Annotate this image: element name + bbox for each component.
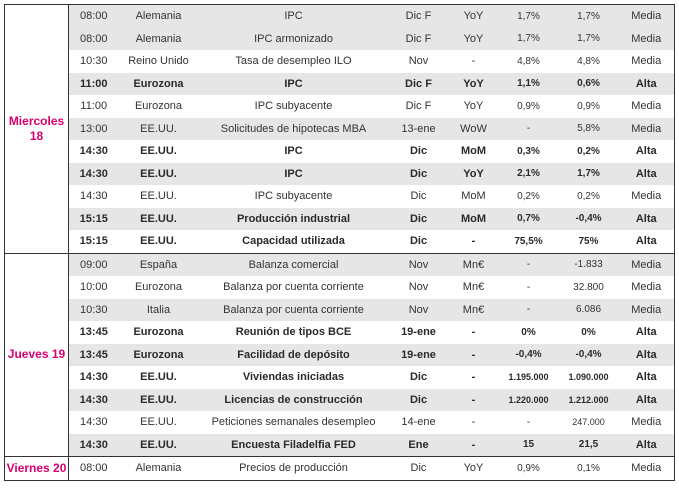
event-time: 14:30 (79, 416, 108, 429)
event-time: 08:00 (69, 5, 119, 28)
table-row (5, 434, 675, 457)
event-importance: Media (619, 95, 675, 118)
event-country: EE.UU. (140, 190, 177, 203)
event-period: Dic (389, 163, 449, 186)
event-indicator: IPC (284, 145, 303, 158)
event-importance: Media (619, 299, 675, 322)
event-previous: -0,4% (559, 344, 619, 367)
event-indicator: Solicitudes de hipotecas MBA (199, 118, 389, 141)
event-country: Reino Unido (128, 55, 189, 68)
event-forecast: 1,7% (499, 5, 559, 28)
event-time: 11:00 (80, 100, 108, 113)
event-forecast: 15 (499, 434, 559, 457)
event-forecast: 75,5% (514, 235, 543, 247)
event-previous: -0,4% (559, 208, 619, 231)
event-previous: 0,2% (577, 145, 600, 157)
event-country: Eurozona (134, 100, 183, 113)
event-period: Dic (389, 208, 449, 231)
event-unit: MoM (449, 208, 499, 231)
event-period: 19-ene (389, 344, 449, 367)
event-forecast: - (526, 416, 531, 428)
event-indicator: IPC (199, 5, 389, 28)
event-unit: YoY (449, 163, 499, 186)
event-previous: 0,2% (577, 190, 600, 202)
event-indicator: Balanza comercial (199, 253, 389, 276)
event-country: EE.UU. (119, 163, 199, 186)
event-period: Dic F (389, 73, 449, 96)
event-country: EE.UU. (119, 389, 199, 412)
event-forecast: 0,2% (517, 190, 540, 202)
calendar-body (5, 5, 675, 481)
event-importance: Media (619, 28, 675, 51)
event-country: Alemania (119, 457, 199, 481)
event-period: Nov (389, 299, 449, 322)
event-period: Nov (408, 281, 429, 294)
event-forecast: 0% (521, 326, 536, 338)
table-row (5, 457, 675, 481)
table-row (5, 208, 675, 231)
event-previous: 75% (578, 235, 599, 247)
event-unit: - (449, 434, 499, 457)
event-importance: Alta (619, 344, 675, 367)
event-importance: Alta (619, 230, 675, 253)
event-time: 08:00 (69, 457, 119, 481)
event-time: 13:45 (79, 326, 108, 339)
event-previous: 4,8% (577, 55, 600, 67)
event-previous: 1,7% (559, 163, 619, 186)
event-forecast: 0,7% (499, 208, 559, 231)
event-country: Alemania (119, 5, 199, 28)
event-indicator: IPC (199, 163, 389, 186)
table-row (5, 95, 675, 118)
event-time: 15:15 (79, 235, 108, 248)
day-label: Miercoles 18 (5, 5, 69, 254)
event-indicator: Reunión de tipos BCE (235, 326, 352, 339)
event-forecast: - (526, 281, 531, 293)
event-period: 14-ene (401, 416, 436, 429)
event-indicator: Peticiones semanales desempleo (211, 416, 376, 429)
event-importance: Alta (619, 366, 675, 389)
event-previous: 1,7% (559, 28, 619, 51)
event-period: 13-ene (389, 118, 449, 141)
event-time: 14:30 (69, 434, 119, 457)
event-time: 14:30 (79, 145, 108, 158)
table-row (5, 73, 675, 96)
event-period: Dic (389, 457, 449, 481)
event-time: 10:30 (79, 55, 108, 68)
event-country: España (119, 253, 199, 276)
event-country: Eurozona (134, 281, 183, 294)
event-country: EE.UU. (119, 118, 199, 141)
event-unit: Mn€ (449, 253, 499, 276)
event-country: Eurozona (119, 73, 199, 96)
event-period: Nov (389, 253, 449, 276)
event-unit: - (471, 371, 476, 384)
event-indicator: Viviendas iniciadas (242, 371, 345, 384)
event-time: 14:30 (69, 389, 119, 412)
table-row (5, 163, 675, 186)
event-forecast: - (499, 118, 559, 141)
event-importance: Alta (619, 389, 675, 412)
event-indicator: Encuesta Filadelfia FED (199, 434, 389, 457)
event-unit: - (471, 55, 476, 68)
event-forecast: - (499, 253, 559, 276)
event-importance: Media (619, 411, 675, 434)
event-time: 11:00 (69, 73, 119, 96)
event-unit: Mn€ (449, 299, 499, 322)
event-forecast: 4,8% (517, 55, 540, 67)
event-time: 15:15 (69, 208, 119, 231)
event-importance: Alta (619, 163, 675, 186)
event-country: EE.UU. (119, 208, 199, 231)
event-forecast: 2,1% (499, 163, 559, 186)
event-country: EE.UU. (140, 145, 177, 158)
event-time: 14:30 (79, 190, 108, 203)
event-previous: 0,6% (559, 73, 619, 96)
event-forecast: - (499, 299, 559, 322)
day-label: Jueves 19 (5, 253, 69, 457)
event-importance: Media (619, 276, 675, 299)
event-forecast: 0,9% (517, 100, 540, 112)
table-row (5, 140, 675, 163)
event-previous: 5,8% (559, 118, 619, 141)
event-period: Dic (410, 190, 427, 203)
event-time: 10:30 (69, 299, 119, 322)
event-previous: 6.086 (559, 299, 619, 322)
table-row (5, 366, 675, 389)
event-forecast: 1.195.000 (508, 372, 549, 383)
table-row (5, 299, 675, 322)
table-row (5, 185, 675, 208)
event-previous: 21,5 (559, 434, 619, 457)
event-previous: 0% (581, 326, 596, 338)
event-importance: Alta (619, 208, 675, 231)
event-unit: YoY (449, 28, 499, 51)
event-time: 09:00 (69, 253, 119, 276)
event-importance: Alta (619, 73, 675, 96)
event-country: EE.UU. (119, 434, 199, 457)
event-forecast: 1,1% (499, 73, 559, 96)
event-forecast: -0,4% (499, 344, 559, 367)
event-forecast: 1,7% (499, 28, 559, 51)
event-unit: WoW (449, 118, 499, 141)
event-forecast: 0,9% (499, 457, 559, 481)
table-row (5, 321, 675, 344)
event-indicator: IPC (199, 73, 389, 96)
event-importance: Media (619, 5, 675, 28)
event-indicator: IPC subyacente (254, 100, 333, 113)
table-row (5, 253, 675, 276)
event-country: Italia (119, 299, 199, 322)
event-indicator: Capacidad utilizada (242, 235, 345, 248)
event-period: Dic (409, 371, 428, 384)
event-period: 19-ene (401, 326, 436, 339)
event-period: Dic (409, 235, 428, 248)
table-row (5, 230, 675, 253)
event-unit: YoY (449, 457, 499, 481)
event-indicator: IPC armonizado (199, 28, 389, 51)
event-unit: - (471, 235, 476, 248)
event-unit: - (471, 326, 476, 339)
day-label: Viernes 20 (5, 457, 69, 481)
event-previous: 0,1% (559, 457, 619, 481)
event-time: 08:00 (69, 28, 119, 51)
event-time: 14:30 (69, 163, 119, 186)
event-indicator: Balanza por cuenta corriente (199, 299, 389, 322)
event-previous: -1.833 (559, 253, 619, 276)
event-country: EE.UU. (140, 371, 177, 384)
event-indicator: Producción industrial (199, 208, 389, 231)
table-row (5, 276, 675, 299)
event-unit: YoY (463, 100, 484, 113)
event-indicator: Licencias de construcción (199, 389, 389, 412)
event-forecast: 1.220.000 (499, 389, 559, 412)
event-time: 13:45 (69, 344, 119, 367)
event-indicator: Balanza por cuenta corriente (223, 281, 364, 294)
table-row (5, 118, 675, 141)
table-row (5, 28, 675, 51)
event-importance: Media (619, 185, 675, 208)
event-period: Dic F (405, 100, 432, 113)
event-country: EE.UU. (140, 235, 177, 248)
event-importance: Alta (619, 321, 675, 344)
event-period: Dic (409, 145, 428, 158)
event-previous: 1.212.000 (559, 389, 619, 412)
event-forecast: 0,3% (517, 145, 540, 157)
event-indicator: Tasa de desempleo ILO (235, 55, 352, 68)
event-time: 10:00 (79, 281, 108, 294)
event-previous: 32.800 (573, 281, 604, 293)
table-row (5, 50, 675, 73)
event-period: Ene (389, 434, 449, 457)
event-importance: Media (619, 50, 675, 73)
event-unit: Mn€ (462, 281, 485, 294)
event-indicator: Facilidad de depósito (199, 344, 389, 367)
event-indicator: IPC subyacente (254, 190, 333, 203)
event-period: Dic (389, 389, 449, 412)
event-period: Dic F (389, 28, 449, 51)
event-unit: - (449, 344, 499, 367)
event-indicator: Precios de producción (199, 457, 389, 481)
event-period: Dic F (389, 5, 449, 28)
event-importance: Alta (619, 140, 675, 163)
event-previous: 247.000 (572, 417, 605, 428)
event-previous: 1,7% (559, 5, 619, 28)
event-unit: MoM (460, 145, 487, 158)
event-country: EE.UU. (140, 416, 177, 429)
table-row (5, 389, 675, 412)
table-row (5, 5, 675, 28)
event-period: Nov (408, 55, 429, 68)
event-country: Eurozona (119, 344, 199, 367)
event-importance: Media (619, 457, 675, 481)
table-row (5, 344, 675, 367)
event-importance: Alta (619, 434, 675, 457)
event-unit: - (471, 416, 476, 429)
table-row (5, 411, 675, 434)
economic-calendar-table (4, 4, 675, 481)
event-importance: Media (619, 253, 675, 276)
event-unit: MoM (461, 190, 486, 203)
event-time: 13:00 (69, 118, 119, 141)
event-country: Eurozona (133, 326, 184, 339)
event-previous: 0,9% (577, 100, 600, 112)
event-importance: Media (619, 118, 675, 141)
event-time: 14:30 (79, 371, 108, 384)
event-country: Alemania (119, 28, 199, 51)
event-unit: YoY (449, 73, 499, 96)
event-unit: - (449, 389, 499, 412)
event-unit: YoY (449, 5, 499, 28)
event-previous: 1.090.000 (568, 372, 609, 383)
